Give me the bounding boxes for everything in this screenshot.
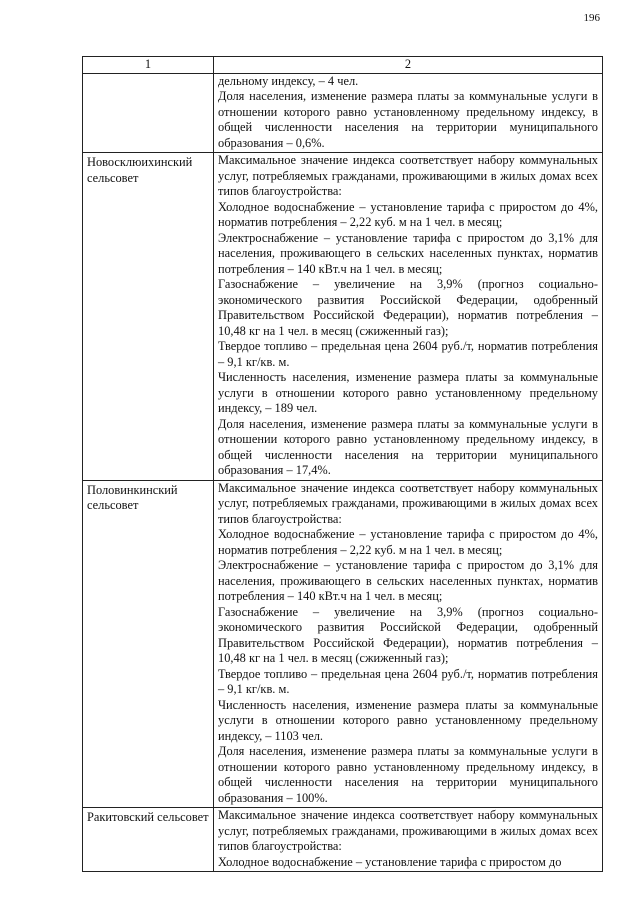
page-number: 196 — [583, 12, 600, 24]
paragraph: Максимальное значение индекса соответствует набору коммунальных услуг, потребляемых гражданами, проживающими в жилых домах всех типов благоустройства: — [218, 808, 598, 853]
paragraph: Холодное водоснабжение – установление тарифа с приростом до 4%, норматив потребления – 2,22 куб. м на 1 чел. в месяц; — [218, 199, 598, 229]
municipality-name: Новосклюихинский сельсовет — [83, 153, 214, 481]
paragraph: Холодное водоснабжение – установление тарифа с приростом до — [218, 854, 562, 869]
paragraph: Доля населения, изменение размера платы за коммунальные услуги в отношении которого равно установленному предельному индексу, в общей численности населения на территории муниципального образования – 0,6%. — [218, 89, 598, 150]
paragraph: Доля населения, изменение размера платы за коммунальные услуги в отношении которого равно установленному предельному индексу, в общей численности населения на территории муниципального образования – 17,4%. — [218, 416, 598, 477]
table-row — [83, 808, 603, 872]
table-header-row — [83, 57, 603, 74]
municipality-name — [83, 73, 214, 153]
municipality-name: Половинкинский сельсовет — [83, 480, 214, 808]
paragraph: Газоснабжение – увеличение на 3,9% (прогноз социально-экономического развития Российской Федерации, одобренный Правительством Российской Федерации), норматив потребления – 10,48 кг на 1 чел. в месяц (сжиженный газ); — [218, 604, 598, 665]
paragraph: Численность населения, изменение размера платы за коммунальные услуги в отношении которого равно установленному предельному индексу, – 1103 чел. — [218, 697, 598, 743]
indicator-text — [214, 153, 603, 481]
indicator-text — [214, 480, 603, 808]
indicator-text — [214, 73, 603, 153]
table-row — [83, 480, 603, 808]
paragraph: Доля населения, изменение размера платы за коммунальные услуги в отношении которого равно установленному предельному индексу, в общей численности населения на территории муниципального образования – 100%. — [218, 744, 598, 805]
paragraph: дельному индексу, – 4 чел. — [218, 73, 359, 88]
tariff-table — [82, 56, 603, 872]
paragraph: Максимальное значение индекса соответствует набору коммунальных услуг, потребляемых гражданами, проживающими в жилых домах всех типов благоустройства: — [218, 153, 598, 198]
column-header-1: 1 — [83, 57, 214, 74]
paragraph: Твердое топливо – предельная цена 2604 руб./т, норматив потребления – 9,1 кг/кв. м. — [218, 666, 598, 696]
paragraph: Максимальное значение индекса соответствует набору коммунальных услуг, потребляемых гражданами, проживающими в жилых домах всех типов благоустройства: — [218, 480, 598, 526]
paragraph: Электроснабжение – установление тарифа с приростом до 3,1% для населения, проживающего в сельских населенных пунктах, норматив потребления – 140 кВт.ч на 1 чел. в месяц; — [218, 230, 598, 276]
paragraph: Газоснабжение – увеличение на 3,9% (прогноз социально-экономического развития Российской Федерации, одобренный Правительством Российской Федерации), норматив потребления – 10,48 кг на 1 чел. в месяц (сжиженный газ); — [218, 277, 598, 338]
indicator-text — [214, 808, 603, 872]
paragraph: Холодное водоснабжение – установление тарифа с приростом до 4%, норматив потребления – 2,22 куб. м на 1 чел. в месяц; — [218, 527, 598, 557]
table-row — [83, 153, 603, 481]
paragraph: Твердое топливо – предельная цена 2604 руб./т, норматив потребления – 9,1 кг/кв. м. — [218, 339, 598, 369]
municipality-name: Ракитовский сельсовет — [83, 808, 214, 872]
paragraph: Численность населения, изменение размера платы за коммунальные услуги в отношении которого равно установленному предельному индексу, – 189 чел. — [218, 370, 598, 415]
column-header-2: 2 — [214, 57, 603, 74]
paragraph: Электроснабжение – установление тарифа с приростом до 3,1% для населения, проживающего в сельских населенных пунктах, норматив потребления – 140 кВт.ч на 1 чел. в месяц; — [218, 558, 598, 603]
table-row — [83, 73, 603, 153]
